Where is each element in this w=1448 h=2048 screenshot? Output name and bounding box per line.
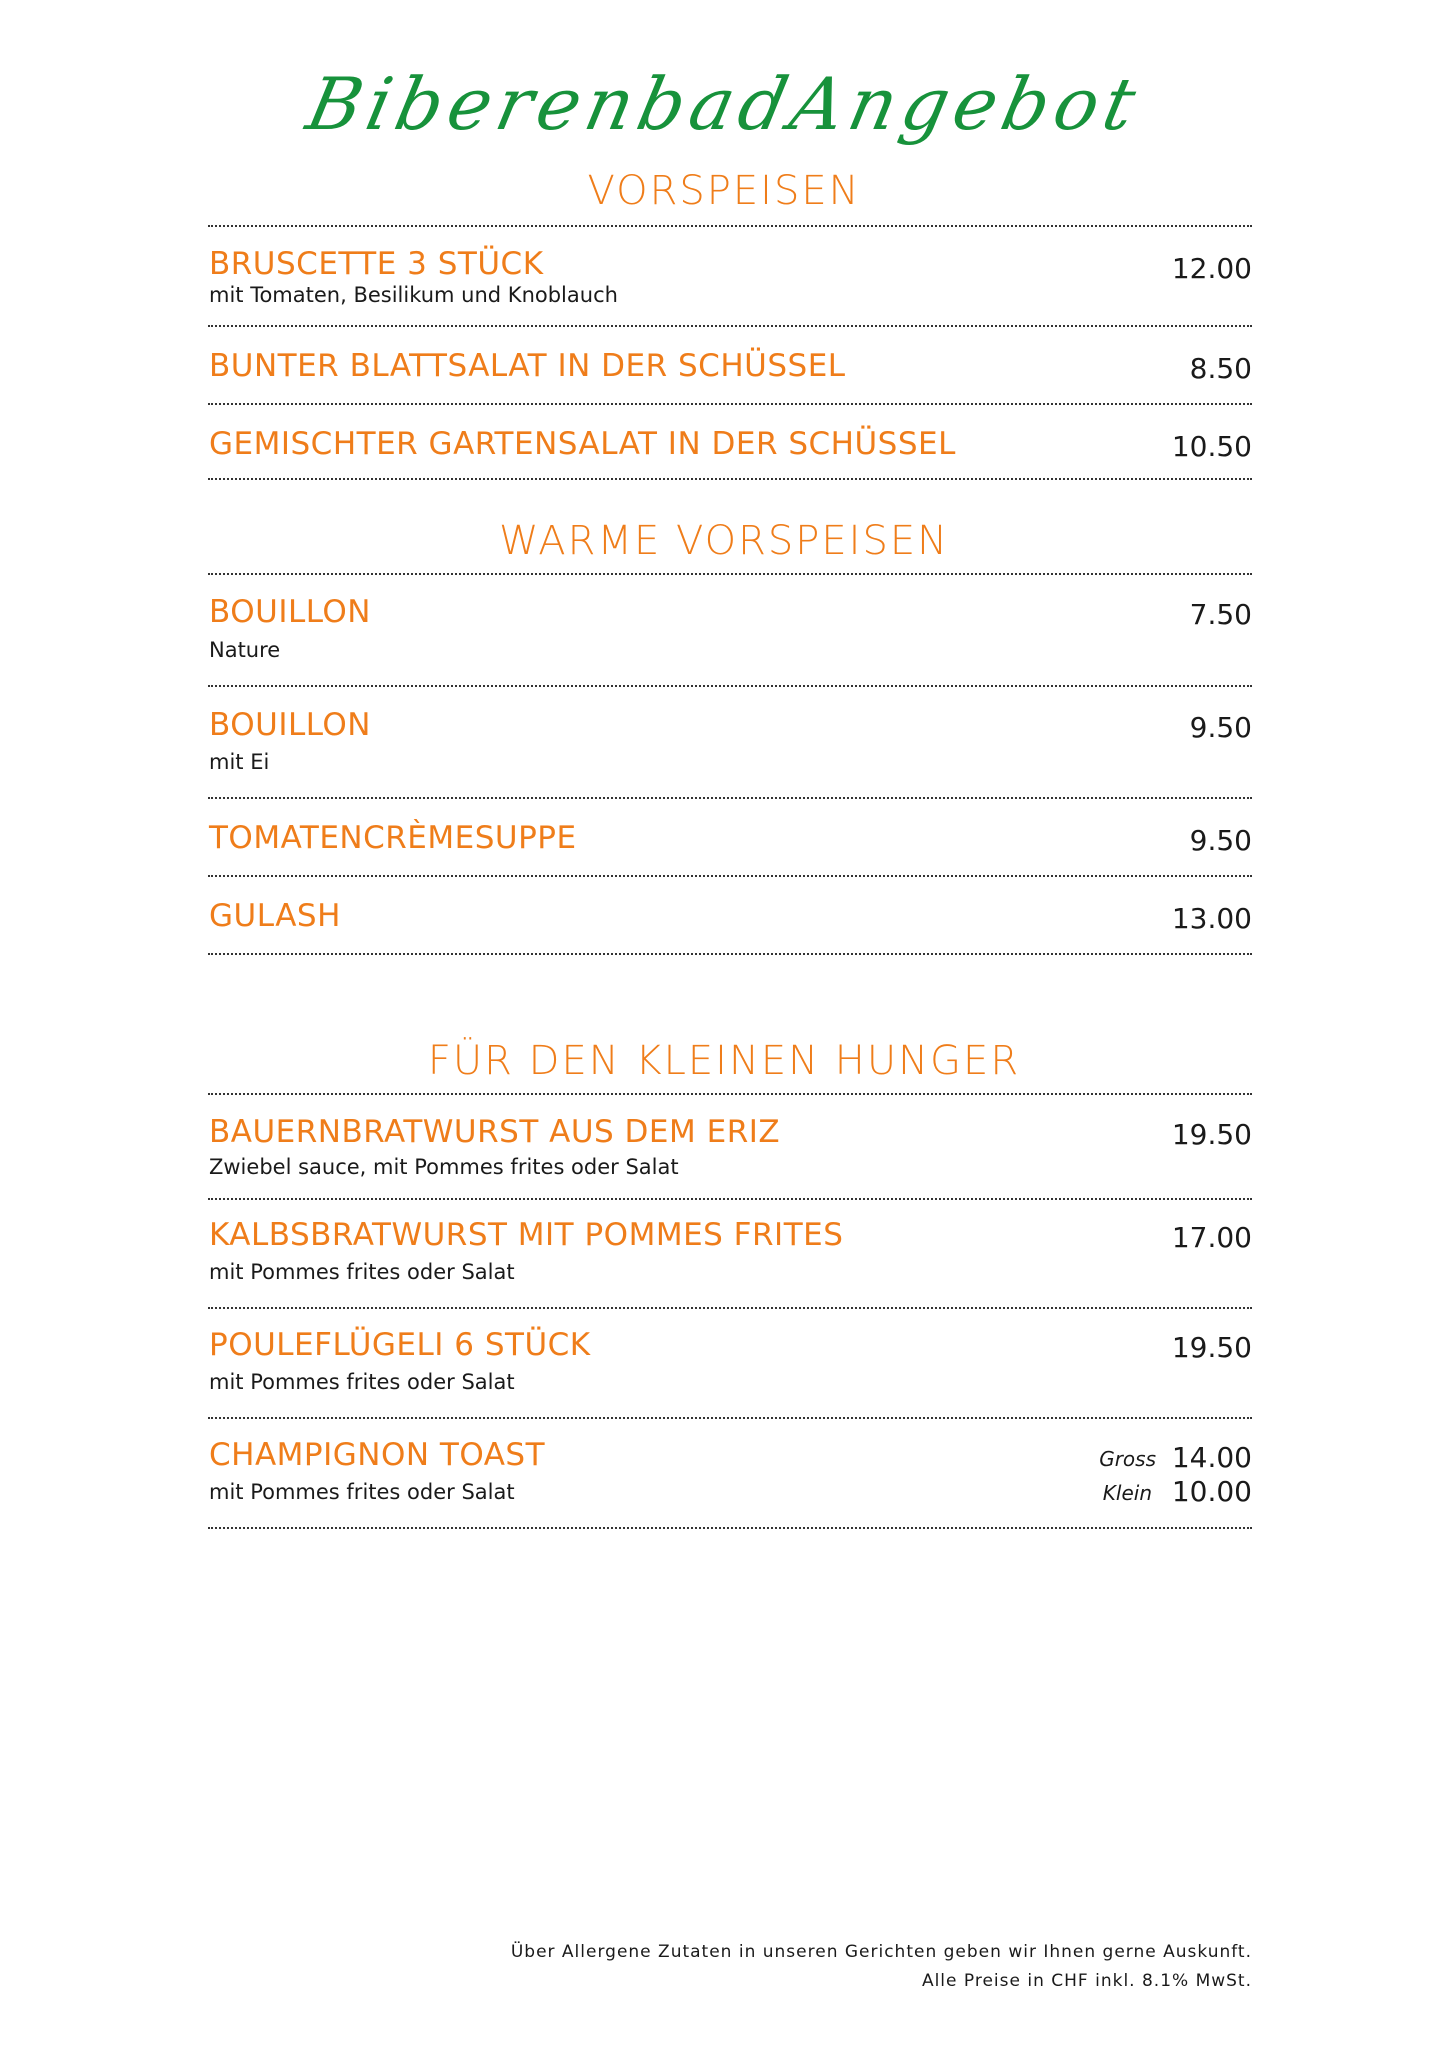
footer-price-note: Alle Preise in CHF inkl. 8.1% MwSt. [921,1971,1252,1991]
dotted-divider [208,225,1252,227]
item-price-champignon-klein: 10.00 [1171,1475,1252,1508]
item-name-tomatencremesuppe: TOMATENCRÈMESUPPE [209,820,577,856]
item-name-bouillon-ei: BOUILLON [209,707,371,743]
section-heading-kleiner-hunger: FÜR DEN KLEINEN HUNGER [427,1038,1021,1084]
dotted-divider [208,325,1252,327]
dotted-divider [208,1093,1252,1095]
item-price-gartensalat: 10.50 [1171,430,1252,463]
item-desc-bouillon-ei: mit Ei [209,750,270,774]
item-price-tomatencremesuppe: 9.50 [1189,824,1252,857]
dotted-divider [208,573,1252,575]
dotted-divider [208,1527,1252,1529]
section-heading-warme-vorspeisen: WARME VORSPEISEN [498,518,950,564]
size-label-gross: Gross [1099,1447,1156,1471]
dotted-divider [208,1307,1252,1309]
dotted-divider [208,478,1252,480]
dotted-divider [208,1198,1252,1200]
dotted-divider [208,797,1252,799]
item-desc-bauernbratwurst: Zwiebel sauce, mit Pommes frites oder Salat [209,1155,679,1179]
item-name-bauernbratwurst: BAUERNBRATWURST AUS DEM ERIZ [209,1114,781,1150]
item-name-bruscette: BRUSCETTE 3 STÜCK [209,246,544,282]
item-name-pouleflugeli: POULEFLÜGELI 6 STÜCK [209,1327,591,1363]
item-price-pouleflugeli: 19.50 [1171,1331,1252,1364]
dotted-divider [208,1417,1252,1419]
item-name-gartensalat: GEMISCHTER GARTENSALAT IN DER SCHÜSSEL [209,426,956,462]
item-price-champignon-gross: 14.00 [1171,1441,1252,1474]
section-heading-vorspeisen: VORSPEISEN [587,168,861,214]
item-name-gulash: GULASH [209,898,341,934]
item-desc-bouillon-nature: Nature [209,638,281,662]
item-desc-bruscette: mit Tomaten, Besilikum und Knoblauch [209,283,618,307]
item-name-bouillon-nature: BOUILLON [209,594,371,630]
item-price-bouillon-nature: 7.50 [1189,598,1252,631]
item-price-blattsalat: 8.50 [1189,352,1252,385]
item-desc-champignon-toast: mit Pommes frites oder Salat [209,1480,515,1504]
footer-allergen-note: Über Allergene Zutaten in unseren Gerichten geben wir Ihnen gerne Auskunft. [510,1942,1252,1962]
dotted-divider [208,685,1252,687]
item-name-champignon-toast: CHAMPIGNON TOAST [209,1437,546,1473]
size-label-klein: Klein [1102,1481,1152,1505]
menu-title-text: BiberenbadAngebot [299,62,1149,146]
dotted-divider [208,403,1252,405]
dotted-divider [208,953,1252,955]
dotted-divider [208,875,1252,877]
item-price-bauernbratwurst: 19.50 [1171,1118,1252,1151]
item-desc-kalbsbratwurst: mit Pommes frites oder Salat [209,1260,515,1284]
item-name-blattsalat: BUNTER BLATTSALAT IN DER SCHÜSSEL [209,348,846,384]
item-desc-pouleflugeli: mit Pommes frites oder Salat [209,1370,515,1394]
item-price-gulash: 13.00 [1171,902,1252,935]
footer-note [511,1938,1252,1996]
item-name-kalbsbratwurst: KALBSBRATWURST MIT POMMES FRITES [209,1217,844,1253]
item-price-bruscette: 12.00 [1171,252,1252,285]
item-price-bouillon-ei: 9.50 [1189,711,1252,744]
item-price-kalbsbratwurst: 17.00 [1171,1221,1252,1254]
menu-title [0,62,1448,146]
